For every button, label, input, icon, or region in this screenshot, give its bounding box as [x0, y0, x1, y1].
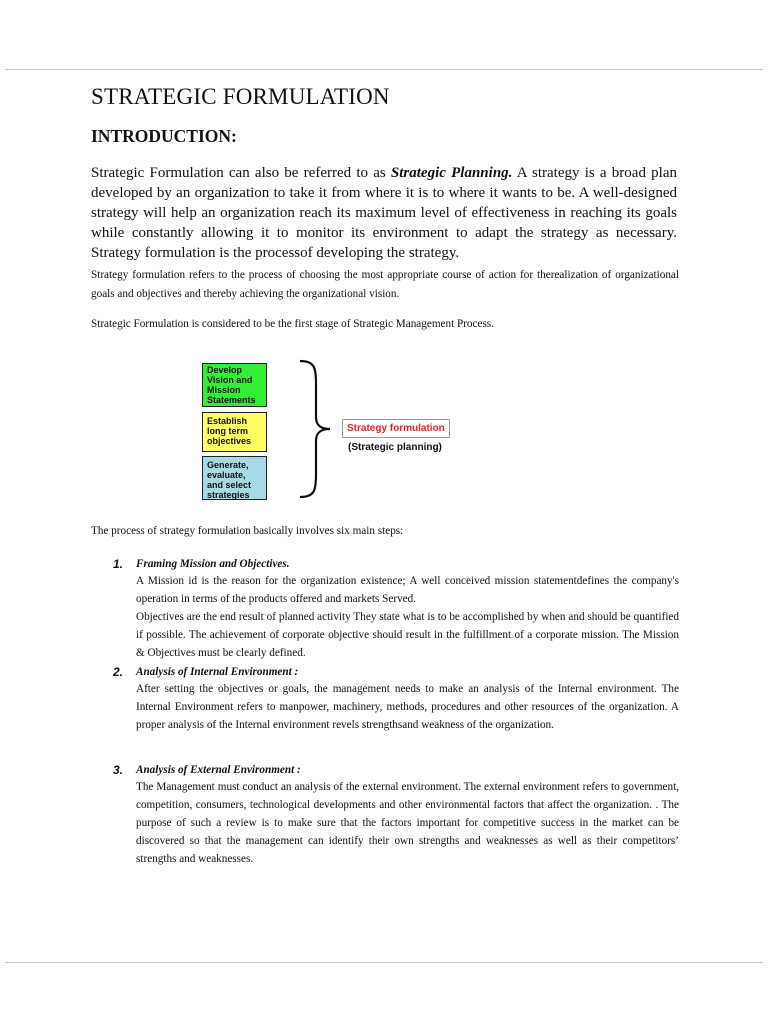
intro-heading: INTRODUCTION:	[91, 126, 237, 146]
step-body	[136, 778, 679, 868]
top-divider	[5, 69, 763, 70]
intro-paragraph	[91, 163, 677, 263]
step-body	[136, 680, 679, 734]
step-number: 2.	[113, 665, 124, 679]
diagram-box-vision: Develop Vision and Mission Statements	[202, 363, 267, 407]
step-text: The Management must conduct an analysis of the external environment. The external environment refers to government, competition, consumers, technological developments and other environmental factors that affect the organization. . The purpose of such a review is to make sure that the factors important for competitive success in the market can be discovered so that the management can identify their own strengths and weaknesses as well as their competitors’ strengths and weaknesses.	[136, 781, 679, 865]
curly-brace-icon	[296, 359, 336, 499]
step-body	[136, 572, 679, 662]
intro-emphasis: Strategic Planning.	[390, 165, 513, 181]
step-heading: Analysis of External Environment :	[136, 764, 301, 776]
diagram-box-objectives: Establish long term objectives	[202, 412, 267, 452]
step-heading: Framing Mission and Objectives.	[136, 558, 290, 570]
first-stage-paragraph: Strategic Formulation is considered to be the first stage of Strategic Management Process.	[91, 318, 494, 330]
step-text: After setting the objectives or goals, the management needs to make an analysis of the Internal environment. The Internal Environment refers to manpower, machinery, methods, procedures and other resources of the organization. A proper analysis of the Internal environment revels strengthsand weakness of the organization.	[136, 683, 679, 731]
step-text: Objectives are the end result of planned activity They state what is to be accomplished by when and should be quantified if possible. The achievement of corporate objective should result in the fulfillment of a corporate mission. The Mission & Objectives must be clearly defined.	[136, 611, 679, 659]
steps-intro: The process of strategy formulation basically involves six main steps:	[91, 525, 404, 537]
step-text: A Mission id is the reason for the organization existence; A well conceived mission statementdefines the company's operation in terms of the products offered and markets Served.	[136, 575, 679, 605]
bottom-divider	[5, 962, 763, 963]
step-number: 3.	[113, 763, 124, 777]
strategy-formulation-label: Strategy formulation	[342, 419, 450, 438]
strategic-planning-label: (Strategic planning)	[348, 442, 442, 453]
diagram-box-strategies: Generate, evaluate, and select strategies	[202, 456, 267, 500]
step-heading: Analysis of Internal Environment :	[136, 666, 299, 678]
page-title: STRATEGIC FORMULATION	[91, 84, 390, 109]
intro-text-before: Strategic Formulation can also be referred to as	[91, 165, 391, 181]
intro-text-after: A strategy is a broad plan developed by an organization to take it from where it is to where it wants to be. A well-designed strategy will help an organization reach its maximum level of effectiveness in reaching its goals while constantly allowing it to monitor its environment to adapt the strategy as necessary. Strategy formulation is the processof developing the strategy.	[91, 165, 677, 261]
step-number: 1.	[113, 557, 124, 571]
definition-paragraph: Strategy formulation refers to the process of choosing the most appropriate course of action for therealization of organizational goals and objectives and thereby achieving the organizational vision.	[91, 269, 679, 300]
